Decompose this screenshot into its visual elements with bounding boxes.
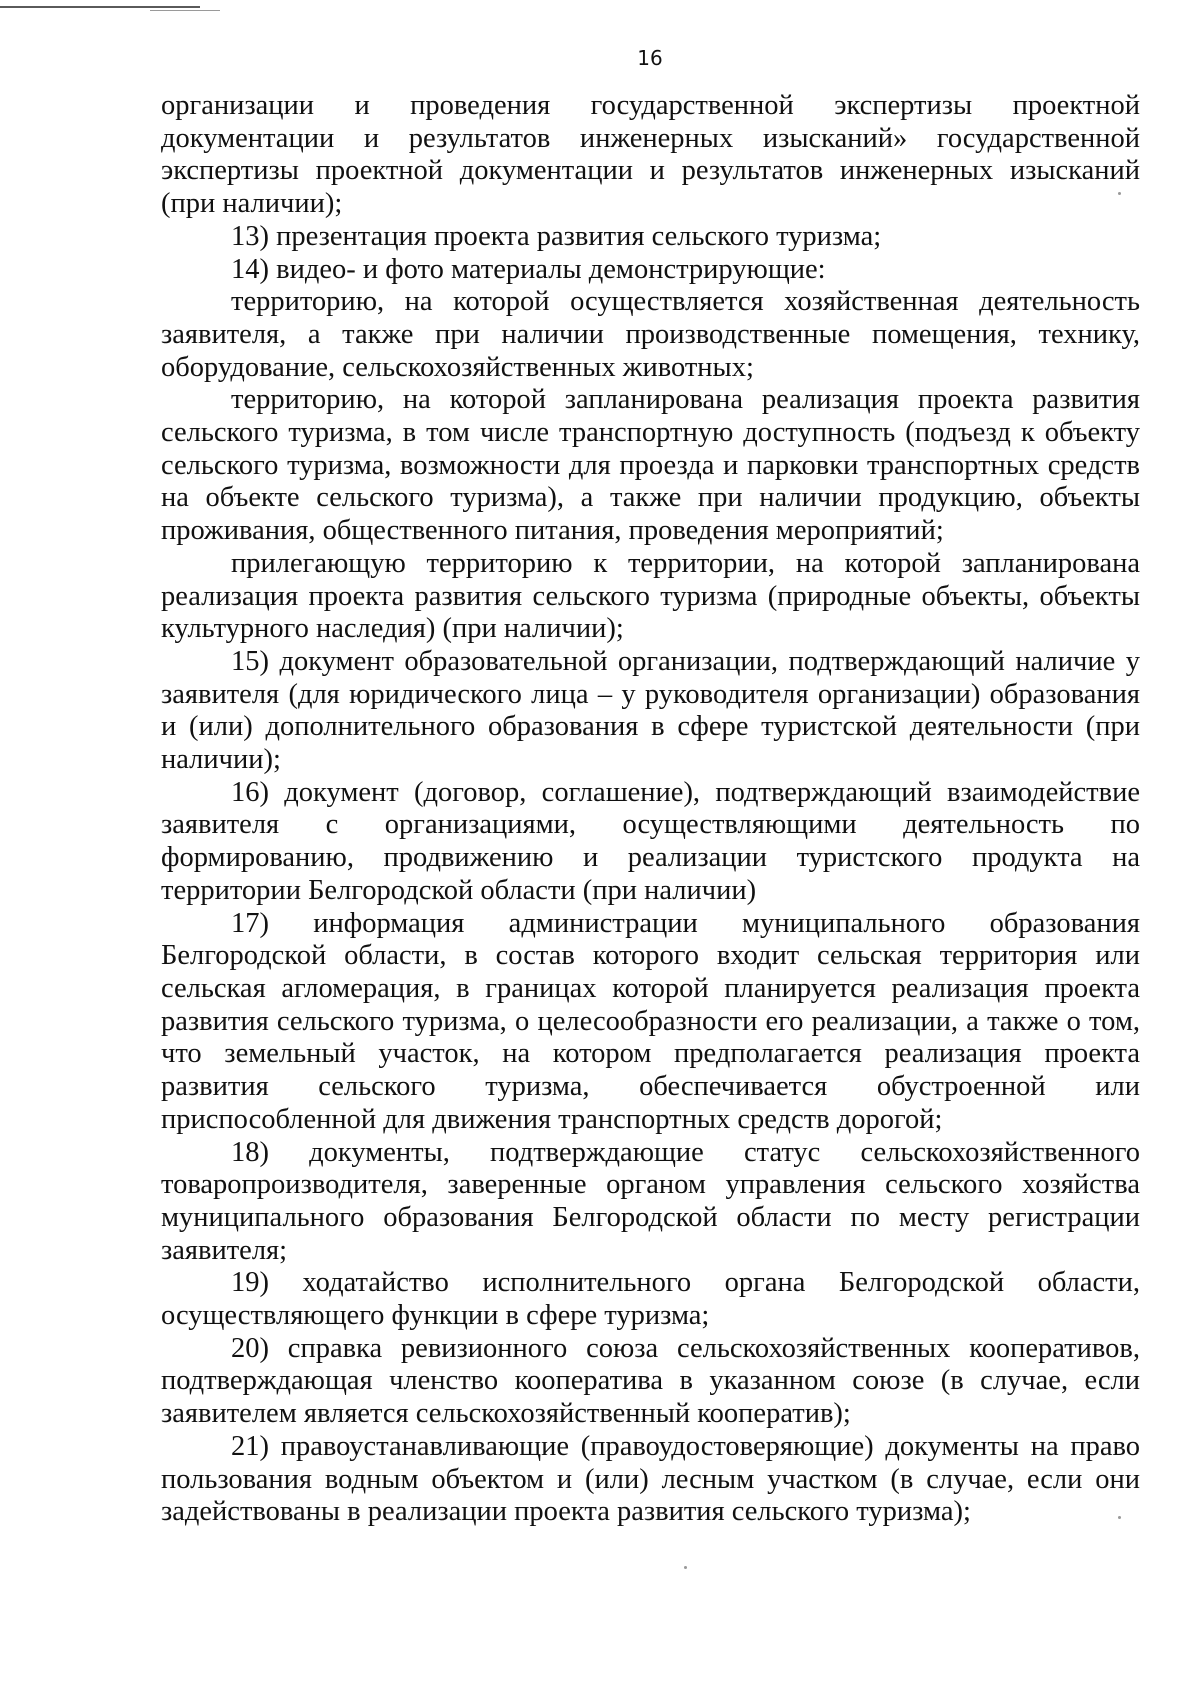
list-item-14-subitem-adjacent-territory: прилегающую территорию к территории, на которой запланирована реализация проекта развития сельского туризма (природные объекты, объекты культурного наследия) (при наличии);: [161, 547, 1140, 645]
paragraph-continuation: организации и проведения государственной экспертизы проектной документации и результатов инженерных изысканий» государственной экспертизы проектной документации и результатов инженерных изысканий (при наличии);: [161, 90, 1140, 220]
list-item-18: 18) документы, подтверждающие статус сельскохозяйственного товаропроизводителя, заверенные органом управления сельского хозяйства муниципального образования Белгородской области по месту регистрации заявителя;: [161, 1136, 1140, 1266]
list-item-14-subitem-project-territory: территорию, на которой запланирована реализация проекта развития сельского туризма, в том числе транспортную доступность (подъезд к объекту сельского туризма, возможности для проезда и парковки транспортных средств на объекте сельского туризма), а также при наличии продукцию, объекты проживания, общественного питания, проведения мероприятий;: [161, 384, 1140, 547]
list-item-17: 17) информация администрации муниципального образования Белгородской области, в состав которого входит сельская территория или сельская агломерация, в границах которой планируется реализация проекта развития сельского туризма, о целесообразности его реализации, а также о том, что земельный участок, на котором предполагается реализация проекта развития сельского туризма, обеспечивается обустроенной или приспособленной для движения транспортных средств дорогой;: [161, 907, 1140, 1135]
list-item-19: 19) ходатайство исполнительного органа Белгородской области, осуществляющего функции в сфере туризма;: [161, 1267, 1140, 1332]
scan-speck: [1118, 1516, 1121, 1519]
list-item-14: 14) видео- и фото материалы демонстрирующие:: [231, 253, 826, 285]
list-item-15: 15) документ образовательной организации, подтверждающий наличие у заявителя (для юридического лица – у руководителя организации) образования и (или) дополнительного образования в сфере туристской деятельности (при наличии);: [161, 645, 1140, 776]
scan-speck: [1118, 192, 1121, 195]
list-item-20: 20) справка ревизионного союза сельскохозяйственных кооперативов, подтверждающая членство кооператива в указанном союзе (в случае, если заявителем является сельскохозяйственный кооператив);: [161, 1332, 1140, 1430]
list-item-16: 16) документ (договор, соглашение), подтверждающий взаимодействие заявителя с организациями, осуществляющими деятельность по формированию, продвижению и реализации туристского продукта на территории Белгородской области (при наличии): [161, 776, 1140, 906]
list-item-14-subitem-activity-territory: территорию, на которой осуществляется хозяйственная деятельность заявителя, а также при наличии производственные помещения, технику, оборудование, сельскохозяйственных животных;: [161, 286, 1140, 383]
page-number: 16: [637, 46, 663, 70]
scan-edge-line: [0, 6, 200, 8]
list-item-13: 13) презентация проекта развития сельского туризма;: [231, 220, 882, 252]
document-body: [161, 90, 1140, 1529]
scan-speck: [684, 1566, 687, 1569]
scan-edge-line-faint: [150, 10, 220, 11]
list-item-21: 21) правоустанавливающие (правоудостоверяющие) документы на право пользования водным объектом и (или) лесным участком (в случае, если они задействованы в реализации проекта развития сельского туризма);: [161, 1430, 1140, 1528]
